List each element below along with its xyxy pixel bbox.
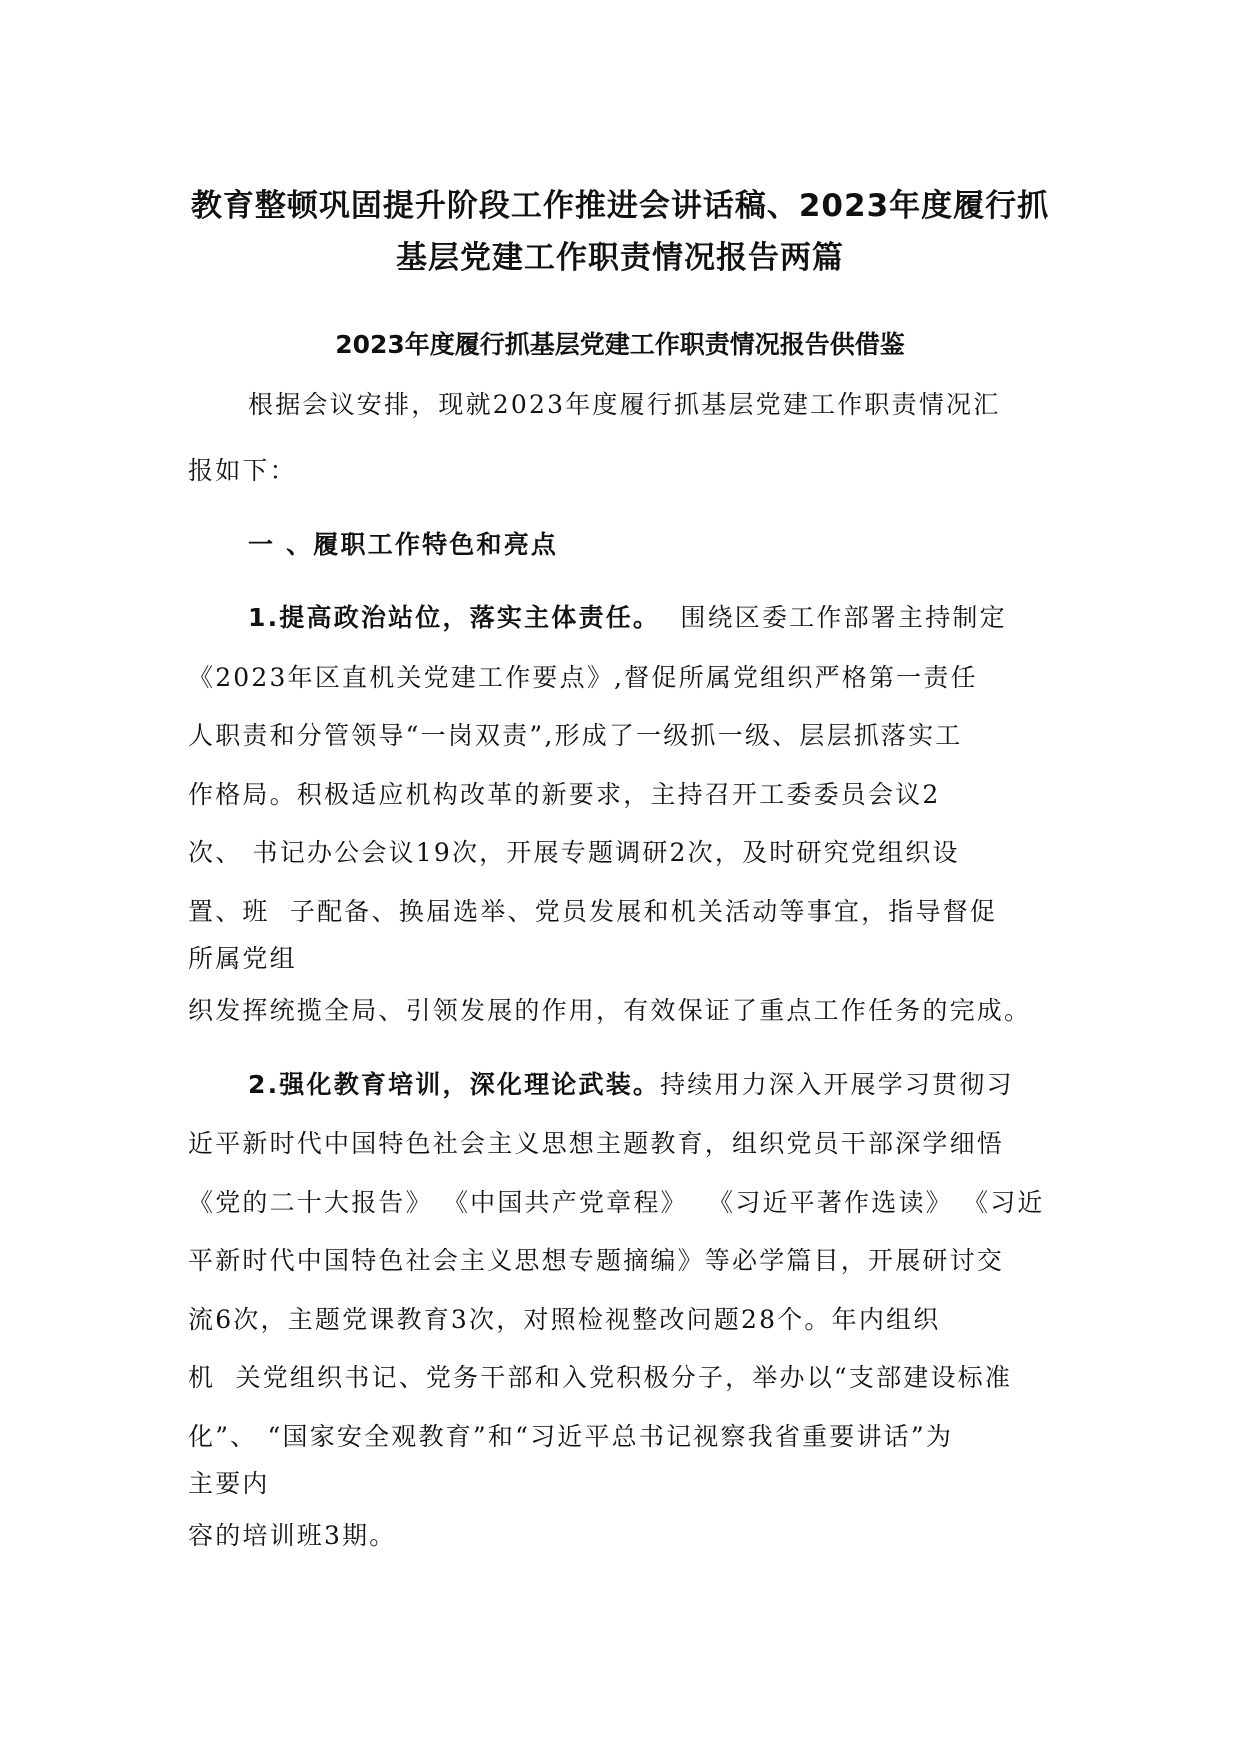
- item-2-lead: 2.强化教育培训，深化理论武装。: [248, 1070, 661, 1099]
- item-1-line-1: [248, 601, 1007, 635]
- intro-line-1: 根据会议安排，现就2023年度履行抓基层党建工作职责情况汇: [248, 390, 1001, 419]
- section-1-heading: 一 、履职工作特色和亮点: [248, 530, 559, 559]
- document-title-line-2: 基层党建工作职责情况报告两篇: [396, 240, 844, 276]
- item-2-line-8: 主要内: [188, 1469, 270, 1498]
- item-2-line-2: 近平新时代中国特色社会主义思想主题教育，组织党员干部深学细悟: [188, 1129, 1005, 1158]
- item-1-line-5: 次、 书记办公会议19次，开展专题调研2次，及时研究党组织设: [188, 838, 960, 867]
- item-1-lead: 1.提高政治站位，落实主体责任。: [248, 603, 661, 632]
- report-subtitle: 2023年度履行抓基层党建工作职责情况报告供借鉴: [335, 330, 905, 359]
- item-2-line-5: 流6次，主题党课教育3次，对照检视整改问题28个。年内组织: [188, 1305, 941, 1334]
- item-1-line-6: 置、班 子配备、换届选举、党员发展和机关活动等事宜，指导督促: [188, 897, 998, 926]
- item-1-line-4: 作格局。积极适应机构改革的新要求，主持召开工委委员会议2: [188, 780, 941, 809]
- item-1-line-7: 所属党组: [188, 944, 297, 973]
- item-2-line-6: 机 关党组织书记、党务干部和入党积极分子，举办以“支部建设标准: [188, 1363, 1013, 1392]
- document-title-line-1: 教育整顿巩固提升阶段工作推进会讲话稿、2023年度履行抓: [190, 188, 1050, 224]
- item-1-line-8: 织发挥统揽全局、引领发展的作用，有效保证了重点工作任务的完成。: [188, 996, 1032, 1025]
- item-1-line-1-rest: 围绕区委工作部署主持制定: [660, 603, 1007, 632]
- item-2-line-4: 平新时代中国特色社会主义思想专题摘编》等必学篇目，开展研讨交: [188, 1246, 1005, 1275]
- item-1-line-3: 人职责和分管领导“一岗双责”,形成了一级抓一级、层层抓落实工: [188, 721, 963, 750]
- item-2-line-9: 容的培训班3期。: [188, 1521, 397, 1550]
- item-2-line-7: 化”、 “国家安全观教育”和“习近平总书记视察我省重要讲话”为: [188, 1422, 954, 1451]
- item-2-line-3: 《党的二十大报告》 《中国共产党章程》 《习近平著作选读》 《习近: [188, 1188, 1045, 1217]
- intro-line-2: 报如下：: [188, 456, 297, 485]
- item-1-line-2: 《2023年区直机关党建工作要点》,督促所属党组织严格第一责任: [188, 663, 978, 692]
- item-2-line-1-rest: 持续用力深入开展学习贯彻习: [660, 1070, 1014, 1099]
- item-2-line-1: [248, 1068, 1014, 1102]
